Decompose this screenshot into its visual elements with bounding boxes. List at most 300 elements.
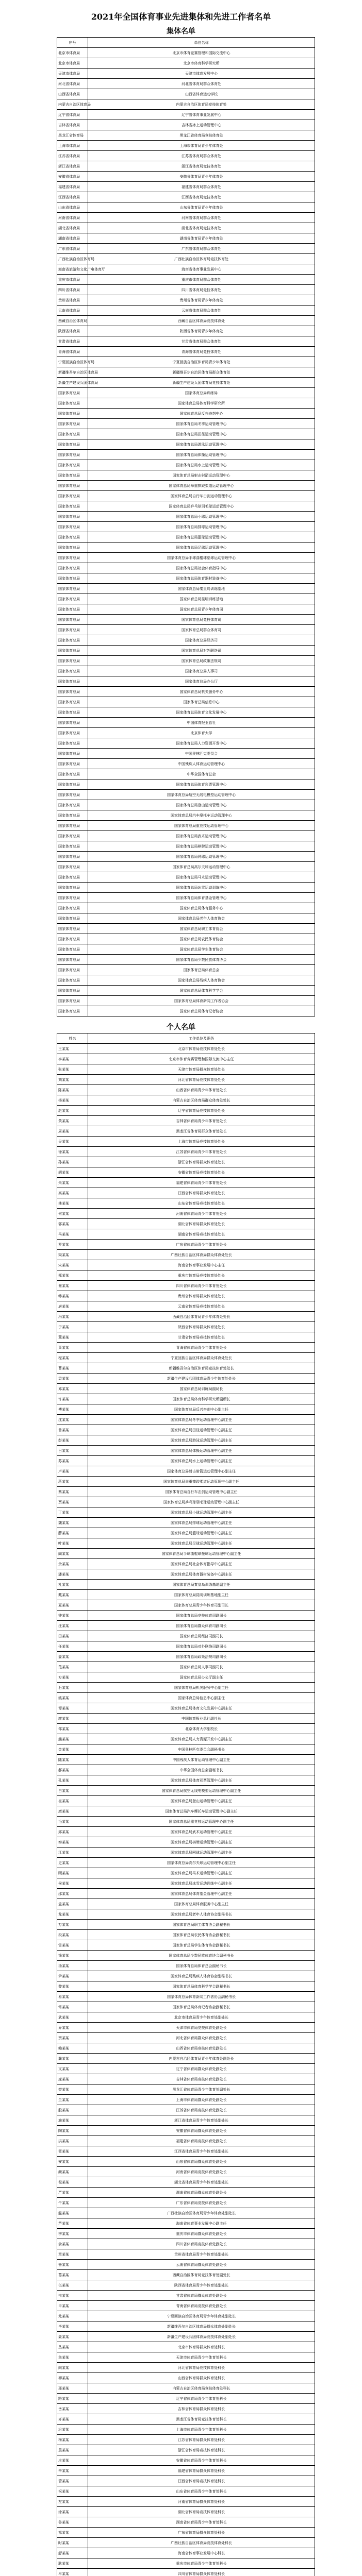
table-row (57, 512, 315, 522)
cell-second: 国家体育总局体育科学研究所 (88, 398, 315, 409)
cell-first: 尤某某 (57, 2311, 88, 2321)
cell-first: 时某某 (57, 2538, 88, 2548)
cell-first: 贵州省体育局 (57, 295, 88, 306)
table-row (57, 409, 315, 419)
cell-first: 芦某某 (57, 2218, 88, 2229)
table-row (57, 666, 315, 676)
cell-second: 天津市体育局青少年体育处科长 (88, 2352, 315, 2363)
cell-first: 曹某某 (57, 1363, 88, 1374)
section-title-individual: 个人名单 (167, 1023, 195, 1031)
table-row (57, 2538, 315, 2548)
table-row (57, 1590, 315, 1600)
table-row (57, 1250, 315, 1260)
cell-first: 侯某某 (57, 1878, 88, 1889)
cell-second: 国家体育总局高尔夫球运动管理中心 (88, 862, 315, 872)
table-row (57, 202, 315, 213)
cell-second: 国家体育总局农民体育协会副秘书长 (88, 1930, 315, 1940)
cell-first: 涂某某 (57, 2507, 88, 2517)
cell-first: 国家体育总局 (57, 955, 88, 965)
table-row (57, 1744, 315, 1755)
table-row (57, 676, 315, 687)
table-row (57, 182, 315, 192)
table-row (57, 275, 315, 285)
cell-second: 国家体育总局乒乓球羽毛球运动管理中心副主任 (88, 1497, 315, 1507)
cell-first: 国家体育总局 (57, 512, 88, 522)
table-row (57, 450, 315, 460)
cell-first: 内蒙古自治区体育局 (57, 99, 88, 110)
cell-first: 卢某某 (57, 1466, 88, 1477)
cell-first: 李某某 (57, 1054, 88, 1064)
cell-first: 董某某 (57, 1332, 88, 1343)
table-row (57, 1477, 315, 1487)
cell-second: 河北省体育局群众体育处 (88, 79, 315, 89)
cell-first: 朱某某 (57, 1178, 88, 1188)
table-row (57, 2023, 315, 2033)
table-row (57, 1518, 315, 1528)
cell-second: 江西省体育局竞技体育处科长 (88, 2476, 315, 2486)
table-row (57, 2517, 315, 2528)
cell-first: 邢某某 (57, 2383, 88, 2394)
cell-first: 国家体育总局 (57, 635, 88, 646)
cell-first: 韦某某 (57, 2291, 88, 2301)
cell-first: 重庆市体育局 (57, 275, 88, 285)
cell-second: 国家体育总局体育基金管理中心副主任 (88, 1889, 315, 1899)
table-row (57, 233, 315, 244)
table-row (57, 2208, 315, 2218)
cell-second: 北京市体育竞赛管理和国际交流中心 (88, 48, 315, 58)
cell-first: 王某某 (57, 1044, 88, 1054)
table-row (57, 1415, 315, 1425)
table-row (57, 58, 315, 69)
cell-first: 伍某某 (57, 2280, 88, 2291)
cell-first: 俞某某 (57, 2239, 88, 2249)
table-row (57, 1229, 315, 1240)
cell-second: 湖南省体育局青少年体育处 (88, 233, 315, 244)
cell-first: 国家体育总局 (57, 893, 88, 903)
cell-first: 国家体育总局 (57, 810, 88, 821)
cell-first: 潘某某 (57, 1569, 88, 1580)
cell-first: 郝某某 (57, 1765, 88, 1775)
cell-first: 国家体育总局 (57, 573, 88, 584)
cell-second: 广东省体育局竞技体育处副处长 (88, 2198, 315, 2208)
cell-first: 国家体育总局 (57, 646, 88, 656)
cell-second: 宁夏回族自治区体育局青少年体育处副处长 (88, 2311, 315, 2321)
table-row (57, 821, 315, 831)
cell-first: 胡某某 (57, 1167, 88, 1178)
table-row (57, 1497, 315, 1507)
cell-second: 国家体育总局手球曲棍球垒球运动管理中心副主任 (88, 1549, 315, 1559)
cell-second: 国家体育总局机关服务中心 (88, 687, 315, 697)
cell-second: 国家体育总局体育文化发展中心 (88, 707, 315, 718)
cell-first: 国家体育总局 (57, 1006, 88, 1016)
table-row (57, 244, 315, 254)
cell-second: 辽宁省体育局群众体育处副处长 (88, 2064, 315, 2074)
cell-second: 国家体育总局农民体育协会 (88, 934, 315, 944)
table-row (57, 1219, 315, 1229)
cell-second: 吉林省体育局青少年体育处处长 (88, 1116, 315, 1126)
table-row (57, 1044, 315, 1054)
cell-first: 鲁某某 (57, 2260, 88, 2270)
cell-second: 国家体育总局航空无线电模型运动管理中心副主任 (88, 1786, 315, 1796)
cell-first: 山东省体育局 (57, 202, 88, 213)
cell-first: 北京市体育局 (57, 58, 88, 69)
cell-second: 重庆市体育局青少年体育处科长 (88, 2558, 315, 2569)
collective-table (57, 37, 315, 1016)
cell-first: 江某某 (57, 1848, 88, 1858)
table-row (57, 2260, 315, 2270)
table-row (57, 326, 315, 336)
cell-second: 四川省体育局青少年体育处处长 (88, 1281, 315, 1291)
cell-first: 国家体育总局 (57, 841, 88, 852)
cell-second: 国家体育总局网球运动管理中心副主任 (88, 1848, 315, 1858)
cell-second: 广西壮族自治区体育局竞技体育处 (88, 254, 315, 264)
cell-first: 秦某某 (57, 1837, 88, 1848)
table-row (57, 646, 315, 656)
cell-first: 余某某 (57, 1559, 88, 1569)
cell-second: 国家体育总局举重摔跤柔道运动管理中心 (88, 481, 315, 491)
cell-second: 海南省体育事业发展中心 (88, 264, 315, 275)
cell-first: 史某某 (57, 1858, 88, 1868)
cell-first: 沈某某 (57, 1415, 88, 1425)
cell-second: 国家体育总局学生体育协会 (88, 944, 315, 955)
cell-first: 国家体育总局 (57, 470, 88, 481)
cell-second: 北京市体育局群众体育处科长 (88, 2342, 315, 2352)
cell-first: 国家体育总局 (57, 821, 88, 831)
cell-first: 邱某某 (57, 1827, 88, 1837)
cell-second: 北京体育大学副校长 (88, 1724, 315, 1734)
cell-first: 施某某 (57, 2115, 88, 2126)
cell-first: 石某某 (57, 1683, 88, 1693)
table-row (57, 161, 315, 172)
table-row (57, 2497, 315, 2507)
cell-second: 新疆生产建设兵团体育局竞技体育处副处长 (88, 2332, 315, 2342)
cell-first: 河北省体育局 (57, 79, 88, 89)
table-row (57, 2311, 315, 2321)
table-row (57, 584, 315, 594)
table-row (57, 2342, 315, 2352)
cell-second: 国家体育总局汽车摩托车运动管理中心 (88, 810, 315, 821)
cell-first: 夏某某 (57, 1600, 88, 1611)
table-row (57, 2064, 315, 2074)
table-row (57, 852, 315, 862)
table-row (57, 841, 315, 852)
cell-second: 吉林省体育局竞技体育处副处长 (88, 2074, 315, 2084)
cell-second: 国家体育总局对外联络司 (88, 646, 315, 656)
cell-second: 中国奥林匹克委员会副秘书长 (88, 1744, 315, 1755)
cell-first: 辽宁省体育局 (57, 110, 88, 120)
cell-first: 江西省体育局 (57, 192, 88, 202)
cell-second: 河南省体育局青少年体育处处长 (88, 1209, 315, 1219)
table-row (57, 2157, 315, 2167)
table-row (57, 2126, 315, 2136)
cell-first: 新疆维吾尔自治区体育局 (57, 367, 88, 378)
cell-second: 内蒙古自治区体育局竞技体育处 (88, 99, 315, 110)
cell-second: 国家体育总局冰雪运动训练中心副主任 (88, 1878, 315, 1889)
cell-second: 国家体育总局举重摔跤柔道运动管理中心副主任 (88, 1477, 315, 1487)
cell-first: 蒋某某 (57, 1477, 88, 1487)
cell-second: 国家体育总局排球运动管理中心副主任 (88, 1518, 315, 1528)
cell-first: 罗某某 (57, 1240, 88, 1250)
table-row (57, 1106, 315, 1116)
cell-first: 国家体育总局 (57, 965, 88, 975)
table-row (57, 1786, 315, 1796)
cell-second: 中国体育报业总社副社长 (88, 1714, 315, 1724)
table-row (57, 1528, 315, 1538)
cell-first: 国家体育总局 (57, 594, 88, 604)
cell-first: 谷某某 (57, 2517, 88, 2528)
cell-first: 杨某某 (57, 1095, 88, 1106)
cell-first: 国家体育总局 (57, 676, 88, 687)
cell-first: 国家体育总局 (57, 543, 88, 553)
table-row (57, 1301, 315, 1312)
table-row (57, 573, 315, 584)
cell-second: 国家体育总局体育基金管理中心 (88, 893, 315, 903)
cell-second: 西藏自治区体育局青少年体育处处长 (88, 1312, 315, 1322)
cell-second: 国家体育总局人力资源开发中心 (88, 738, 315, 749)
table-row (57, 2054, 315, 2064)
table-row (57, 1147, 315, 1157)
table-row (57, 2373, 315, 2383)
table-row (57, 130, 315, 141)
cell-second: 中华全国体育总会 (88, 769, 315, 779)
cell-second: 国家体育总局群众体育司副司长 (88, 1621, 315, 1631)
cell-second: 湖北省体育局竞技体育处科长 (88, 2507, 315, 2517)
cell-second: 安徽省体育局竞技体育处处长 (88, 1167, 315, 1178)
table-row (57, 1868, 315, 1878)
table-row (57, 1559, 315, 1569)
cell-first: 阎某某 (57, 1549, 88, 1559)
cell-second: 浙江省体育局青少年体育处副处长 (88, 2115, 315, 2126)
cell-first: 雷某某 (57, 1940, 88, 1951)
cell-first: 莫某某 (57, 2445, 88, 2455)
cell-first: 国家体育总局 (57, 779, 88, 790)
cell-first: 任某某 (57, 1641, 88, 1652)
cell-first: 易某某 (57, 1992, 88, 2002)
table-row (57, 1631, 315, 1641)
cell-second: 上海市体育局群众体育处副处长 (88, 2095, 315, 2105)
table-row (57, 1806, 315, 1817)
cell-second: 国家体育总局体育科学研究所副所长 (88, 1394, 315, 1404)
cell-first: 马某某 (57, 1229, 88, 1240)
cell-second: 国家体育总局乒乓球羽毛球运动管理中心 (88, 501, 315, 512)
cell-second: 宁夏回族自治区体育局群众体育处处长 (88, 1353, 315, 1363)
cell-second: 国家体育总局社会体育指导中心副主任 (88, 1559, 315, 1569)
cell-first: 湖北省体育局 (57, 223, 88, 233)
cell-first: 向某某 (57, 2363, 88, 2373)
table-row (57, 615, 315, 625)
cell-second: 湖南省体育局竞技体育处处长 (88, 1229, 315, 1240)
cell-first: 国家体育总局 (57, 563, 88, 573)
table-row (57, 965, 315, 975)
cell-first: 黑龙江省体育局 (57, 130, 88, 141)
table-row (57, 1951, 315, 1961)
cell-first: 国家体育总局 (57, 553, 88, 563)
cell-second: 天津市体育发展中心 (88, 69, 315, 79)
cell-second: 国家体育总局经济司 (88, 635, 315, 646)
cell-second: 国家体育总局青少年体育司副司长 (88, 1600, 315, 1611)
cell-second: 国家体育总局水上运动管理中心 (88, 460, 315, 470)
table-row (57, 357, 315, 367)
cell-second: 国家体育总局反兴奋剂中心副主任 (88, 1404, 315, 1415)
cell-second: 青海省体育局竞技体育处副处长 (88, 2301, 315, 2311)
cell-second: 辽宁省体育事业发展中心 (88, 110, 315, 120)
cell-first: 国家体育总局 (57, 759, 88, 769)
cell-second: 安徽省体育局青少年体育处科长 (88, 2455, 315, 2466)
cell-first: 浙江省体育局 (57, 161, 88, 172)
cell-second: 国家体育总局体操运动管理中心 (88, 450, 315, 460)
cell-first: 薛某某 (57, 1528, 88, 1538)
table-row (57, 285, 315, 295)
cell-second: 国家体育总局马术运动管理中心副主任 (88, 1868, 315, 1878)
cell-first: 尹某某 (57, 1971, 88, 1981)
table-row (57, 2414, 315, 2425)
cell-first: 田某某 (57, 1631, 88, 1641)
table-row (57, 1920, 315, 1930)
cell-second: 海南省体育事业发展中心科长 (88, 2548, 315, 2558)
cell-first: 陶某某 (57, 2126, 88, 2136)
table-row (57, 913, 315, 924)
cell-second: 国家体育总局体操运动管理中心副主任 (88, 1446, 315, 1456)
cell-first: 邵某某 (57, 1889, 88, 1899)
table-row (57, 1322, 315, 1332)
cell-second: 国家体育总局排球运动管理中心 (88, 522, 315, 532)
cell-first: 方某某 (57, 1672, 88, 1683)
table-row (57, 955, 315, 965)
cell-second: 云南省体育局群众体育处 (88, 306, 315, 316)
table-row (57, 687, 315, 697)
table-row (57, 2105, 315, 2115)
table-row (57, 2074, 315, 2084)
cell-first: 唐某某 (57, 1301, 88, 1312)
cell-second: 贵州省体育局青少年体育处 (88, 295, 315, 306)
cell-second: 重庆市体育局群众体育处 (88, 275, 315, 285)
cell-second: 天津市体育局群众体育处处长 (88, 1064, 315, 1075)
cell-first: 国家体育总局 (57, 934, 88, 944)
table-row (57, 883, 315, 893)
table-row (57, 2507, 315, 2517)
table-row (57, 1889, 315, 1899)
table-row (57, 996, 315, 1006)
cell-first: 范某某 (57, 1662, 88, 1672)
cell-second: 贵州省体育局青少年体育处副处长 (88, 2249, 315, 2260)
table-row (57, 759, 315, 769)
cell-first: 国家体育总局 (57, 986, 88, 996)
cell-first: 国家体育总局 (57, 852, 88, 862)
cell-second: 国家体育总局体育器材装备中心 (88, 573, 315, 584)
cell-second: 海南省体育事业发展中心主任 (88, 1260, 315, 1270)
cell-first: 贾某某 (57, 1497, 88, 1507)
cell-first: 殷某某 (57, 2105, 88, 2115)
cell-second: 福建省体育局群众体育处 (88, 182, 315, 192)
cell-first: 国家体育总局 (57, 501, 88, 512)
cell-second: 吉林省冰上运动管理中心 (88, 120, 315, 130)
table-row (57, 470, 315, 481)
cell-first: 周某某 (57, 1126, 88, 1137)
cell-second: 新疆生产建设兵团体育局青少年体育处处长 (88, 1374, 315, 1384)
cell-second: 江西省体育局竞技体育处 (88, 192, 315, 202)
table-row (57, 594, 315, 604)
cell-second: 国家体育总局高尔夫球运动管理中心副主任 (88, 1858, 315, 1868)
table-row (57, 2002, 315, 2012)
cell-first: 上海市体育局 (57, 141, 88, 151)
cell-first: 陕西省体育局 (57, 326, 88, 336)
cell-second: 江西省体育局青少年体育处副处长 (88, 2146, 315, 2157)
cell-first: 国家体育总局 (57, 409, 88, 419)
cell-second: 江苏省体育局青少年体育处处长 (88, 1147, 315, 1157)
cell-second: 国家体育总局体育服务中心 (88, 903, 315, 913)
table-row (57, 2466, 315, 2476)
table-row (57, 522, 315, 532)
cell-first: 国家体育总局 (57, 625, 88, 635)
cell-first: 福建省体育局 (57, 182, 88, 192)
table-row (57, 398, 315, 409)
table-row (57, 1404, 315, 1415)
table-row (57, 1446, 315, 1456)
table-row (57, 1085, 315, 1095)
cell-first: 国家体育总局 (57, 728, 88, 738)
table-row (57, 728, 315, 738)
table-row (57, 2435, 315, 2445)
cell-second: 江苏省体育局竞技体育处副处长 (88, 2105, 315, 2115)
cell-first: 陆某某 (57, 1755, 88, 1765)
cell-first: 倪某某 (57, 2177, 88, 2188)
cell-second: 陕西省体育局群众体育处处长 (88, 1322, 315, 1332)
cell-first: 黎某某 (57, 1981, 88, 1992)
table-row (57, 1981, 315, 1992)
cell-second: 甘肃省体育局群众体育处副处长 (88, 2291, 315, 2301)
cell-second: 四川省体育局群众体育处科长 (88, 2569, 315, 2576)
cell-first: 孟某某 (57, 1899, 88, 1909)
cell-second: 陕西省体育局青少年体育处副处长 (88, 2280, 315, 2291)
cell-second: 湖南省体育局青少年体育处科长 (88, 2517, 315, 2528)
cell-second: 国家体育总局体育器材装备中心副主任 (88, 1569, 315, 1580)
table-row (57, 2404, 315, 2414)
table-row (57, 2486, 315, 2497)
cell-first: 梁某某 (57, 1250, 88, 1260)
cell-first: 武某某 (57, 2012, 88, 2023)
cell-first: 国家体育总局 (57, 666, 88, 676)
cell-first: 程某某 (57, 1353, 88, 1363)
cell-second: 江苏省体育局群众体育处科长 (88, 2435, 315, 2445)
table-row (57, 1363, 315, 1374)
table-row (57, 110, 315, 120)
cell-first: 广东省体育局 (57, 244, 88, 254)
table-row (57, 924, 315, 934)
cell-second: 江苏省体育局群众体育处 (88, 151, 315, 161)
cell-second: 国家体育总局反兴奋剂中心 (88, 409, 315, 419)
cell-first: 国家体育总局 (57, 790, 88, 800)
table-row (57, 1992, 315, 2002)
cell-second: 山东省体育局竞技体育处处长 (88, 1198, 315, 1209)
table-row (57, 872, 315, 883)
cell-second: 山东省体育局青少年体育处 (88, 202, 315, 213)
cell-second: 广东省体育局群众体育处科长 (88, 2528, 315, 2538)
cell-second: 国家体育总局冬季运动管理中心副主任 (88, 1415, 315, 1425)
table-row (57, 295, 315, 306)
cell-first: 樊某某 (57, 2084, 88, 2095)
cell-second: 国家体育总局体育科学学会副秘书长 (88, 1981, 315, 1992)
table-row (57, 2198, 315, 2208)
cell-second: 河南省体育局竞技体育处副处长 (88, 2167, 315, 2177)
cell-second: 贵州省体育局群众体育处处长 (88, 1291, 315, 1301)
table-row (57, 2445, 315, 2455)
table-row (57, 1116, 315, 1126)
cell-second: 国家体育总局游泳运动管理中心 (88, 439, 315, 450)
cell-second: 国家体育总局登山运动管理中心副主任 (88, 1796, 315, 1806)
table-row (57, 1374, 315, 1384)
cell-second: 广西壮族自治区体育局竞技体育处科长 (88, 2538, 315, 2548)
table-row (57, 172, 315, 182)
